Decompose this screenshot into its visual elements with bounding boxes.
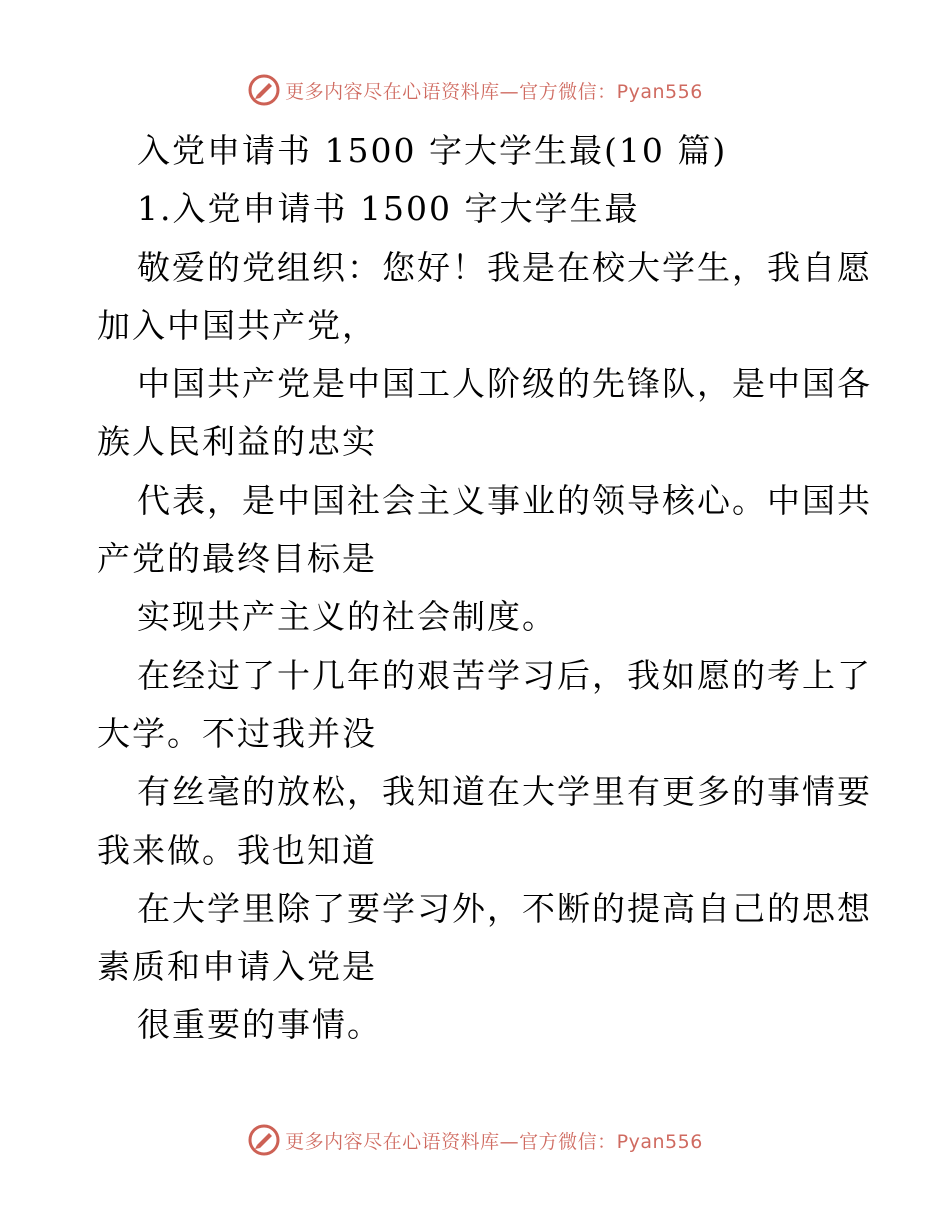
- paragraph-line: 产党的最终目标是: [97, 539, 377, 579]
- paragraph-line: 有丝毫的放松，我知道在大学里有更多的事情要: [137, 772, 872, 812]
- section-heading: 1.入党申请书 1500 字大学生最: [137, 189, 640, 229]
- paragraph-line: 实现共产主义的社会制度。: [137, 597, 557, 637]
- paragraph-line: 素质和申请入党是: [97, 947, 377, 987]
- header-watermark: [0, 70, 950, 110]
- watermark-text: 更多内容尽在心语资料库—官方微信：Pyan556: [285, 1130, 703, 1153]
- watermark-logo-icon: [247, 73, 281, 107]
- paragraph-line: 在经过了十几年的艰苦学习后，我如愿的考上了: [137, 655, 872, 695]
- paragraph-line: 大学。不过我并没: [97, 713, 377, 753]
- paragraph-line: 加入中国共产党，: [97, 305, 377, 345]
- paragraph-line: 在大学里除了要学习外，不断的提高自己的思想: [137, 888, 872, 928]
- paragraph-line: 族人民利益的忠实: [97, 422, 377, 462]
- paragraph-line: 我来做。我也知道: [97, 830, 377, 870]
- document-title: 入党申请书 1500 字大学生最(10 篇): [137, 131, 728, 170]
- watermark-text: 更多内容尽在心语资料库—官方微信：Pyan556: [285, 80, 703, 103]
- paragraph-line: 代表，是中国社会主义事业的领导核心。中国共: [137, 480, 872, 520]
- document-body: [97, 122, 872, 1055]
- paragraph-line: 很重要的事情。: [137, 1005, 382, 1045]
- watermark-logo-icon: [247, 1123, 281, 1157]
- paragraph-line: 中国共产党是中国工人阶级的先锋队，是中国各: [137, 364, 872, 404]
- paragraph-line: 敬爱的党组织：您好！我是在校大学生，我自愿: [137, 247, 872, 287]
- footer-watermark: [0, 1120, 950, 1160]
